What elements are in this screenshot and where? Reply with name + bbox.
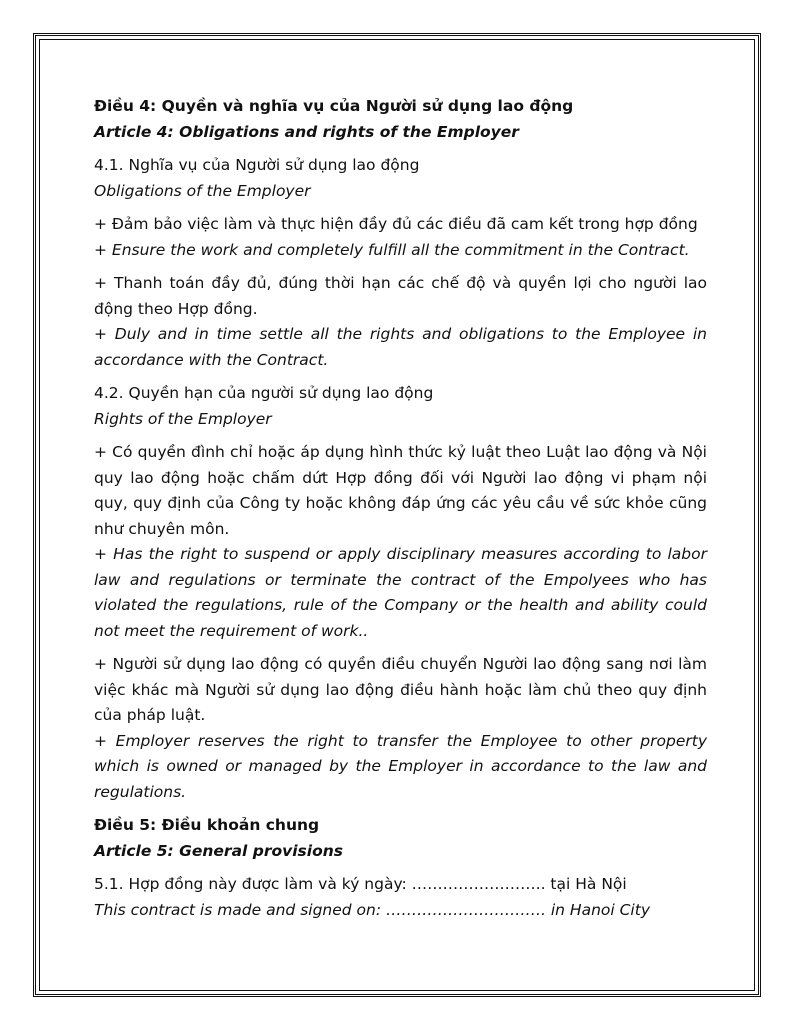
- article-4-heading-en: Article 4: Obligations and rights of the Employer: [94, 122, 519, 141]
- article-5-heading-en: Article 5: General provisions: [94, 841, 343, 860]
- section-4-2-title-vi: 4.2. Quyền hạn của người sử dụng lao động: [94, 384, 434, 402]
- section-5-1-vi: 5.1. Hợp đồng này được làm và ký ngày: …………………….. tại Hà Nội: [94, 875, 627, 893]
- section-4-1-item-2-vi: + Thanh toán đầy đủ, đúng thời hạn các chế độ và quyền lợi cho người lao động theo Hợp đồng.: [94, 274, 707, 318]
- section-4-1-item-2-en: + Duly and in time settle all the rights and obligations to the Employee in accordance with the Contract.: [94, 325, 707, 369]
- section-5-1-en: This contract is made and signed on: …………………………. in Hanoi City: [94, 900, 650, 919]
- section-4-2-item-2-vi: + Người sử dụng lao động có quyền điều chuyển Người lao động sang nơi làm việc khác mà Người sử dụng lao động điều hành hoặc làm chủ theo quy định của pháp luật.: [94, 655, 707, 724]
- document-body: [94, 94, 707, 923]
- section-4-1-item-1-vi: + Đảm bảo việc làm và thực hiện đầy đủ các điều đã cam kết trong hợp đồng: [94, 215, 698, 233]
- section-4-1-title-en: Obligations of the Employer: [94, 181, 311, 200]
- article-4-heading-vi: Điều 4: Quyền và nghĩa vụ của Người sử dụng lao động: [94, 97, 574, 115]
- section-4-1-title-vi: 4.1. Nghĩa vụ của Người sử dụng lao động: [94, 156, 420, 174]
- section-4-2-item-1-vi: + Có quyền đình chỉ hoặc áp dụng hình thức kỷ luật theo Luật lao động và Nội quy lao động hoặc chấm dứt Hợp đồng đối với Người lao động vi phạm nội quy, quy định của Công ty hoặc không đáp ứng các yêu cầu về sức khỏe cũng như chuyên môn.: [94, 443, 707, 538]
- section-4-2-title-en: Rights of the Employer: [94, 409, 272, 428]
- article-5-heading-vi: Điều 5: Điều khoản chung: [94, 816, 320, 834]
- section-4-2-item-2-en: + Employer reserves the right to transfer the Employee to other property which is owned or managed by the Employer in accordance to the law and regulations.: [94, 731, 707, 801]
- section-4-2-item-1-en: + Has the right to suspend or apply disciplinary measures according to labor law and regulations or terminate the contract of the Empolyees who has violated the regulations, rule of the Company or the health and ability could not meet the requirement of work..: [94, 545, 707, 640]
- section-4-1-item-1-en: + Ensure the work and completely fulfill all the commitment in the Contract.: [94, 240, 690, 259]
